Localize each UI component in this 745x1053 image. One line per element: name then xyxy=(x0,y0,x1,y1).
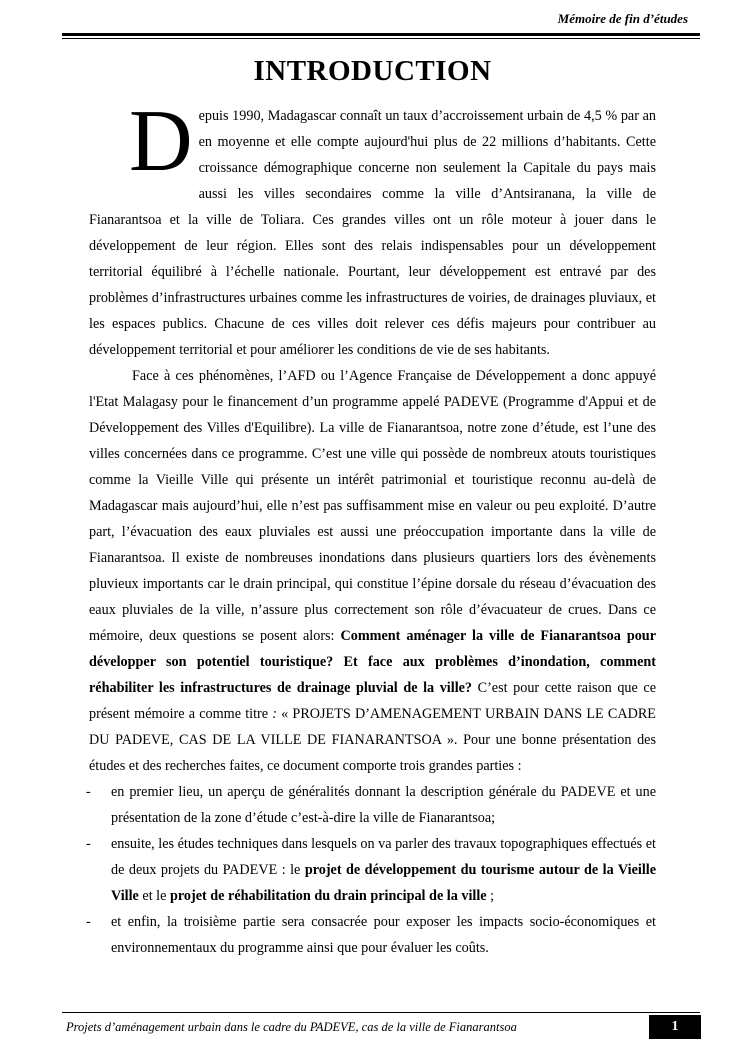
list-item xyxy=(86,909,656,961)
project-drain: projet de réhabilitation du drain principal de la ville xyxy=(169,888,487,904)
list-bullet: - xyxy=(86,784,91,800)
header-rule-thin xyxy=(62,38,700,39)
research-questions: Comment aménager la ville de Fianarantsoa pour développer son potentiel touristique? Et face aux problèmes d’inondation, comment réhabiliter les infrastructures de drainage pluvial de la ville? xyxy=(89,628,656,696)
list-item-text: et le xyxy=(138,888,170,904)
list-item-text: et enfin, la troisième partie sera consacrée pour exposer les impacts socio-économiques et environnementaux du programme ainsi que pour évaluer les coûts. xyxy=(111,914,656,956)
project-tourism: projet de développement du tourisme autour de la Vieille Ville xyxy=(111,862,656,904)
running-footer: Projets d’aménagement urbain dans le cadre du PADEVE, cas de la ville de Fianarantsoa xyxy=(66,1020,517,1034)
header-rule-thick xyxy=(62,33,700,36)
list-item-text: ; xyxy=(486,888,495,904)
paragraph-2 xyxy=(89,363,656,779)
page-number: 1 xyxy=(649,1015,701,1039)
list-item-text: ensuite, les études techniques dans lesquels on va parler des travaux topographiques effectués et de deux projets du PADEVE : le xyxy=(111,836,656,878)
list-item-text: en premier lieu, un aperçu de généralités donnant la description générale du PADEVE et une présentation de la zone d’étude c’est-à-dire la ville de Fianarantsoa; xyxy=(111,784,656,826)
parts-list xyxy=(86,779,656,961)
paragraph-2-colon: : xyxy=(272,706,277,722)
paragraph-1-text: epuis 1990, Madagascar connaît un taux d’accroissement urbain de 4,5 % par an en moyenne et elle compte aujourd'hui plus de 22 millions d’habitants. Cette croissance démographique concerne non seulement la Capitale du pays mais aussi les villes secondaires comme la ville d’Antsiranana, la ville de Fianarantsoa et la ville de Toliara. Ces grandes villes ont un rôle moteur à jouer dans le développement de leur région. Elles sont des relais indispensables pour un développement territorial équilibré à l’échelle nationale. Pourtant, leur développement est entravé par des problèmes d’infrastructures urbaines comme les infrastructures de voiries, de drainages pluviaux, et les espaces publics. Chacune de ces villes doit relever ces défis majeurs pour contribuer au développement territorial et pour améliorer les conditions de vie de ses habitants. xyxy=(89,108,656,358)
list-bullet: - xyxy=(86,836,91,852)
drop-cap: D xyxy=(129,93,193,190)
list-item xyxy=(86,831,656,909)
footer-rule xyxy=(62,1012,700,1013)
paragraph-2-text: Face à ces phénomènes, l’AFD ou l’Agence Française de Développement a donc appuyé l'Etat Malagasy pour le financement d’un programme appelé PADEVE (Programme d'Appui et de Développement des Villes d'Equilibre). La ville de Fianarantsoa, notre zone d’étude, est l’une des villes concernées dans ce programme. C’est une ville qui possède de nombreux atouts touristiques comme la Vieille Ville qui présente un intérêt patrimonial et touristique reconnu au-delà de Madagascar mais aujourd’hui, elle n’est pas suffisamment mise en valeur ou peu exploité. D’autre part, l’évacuation des eaux pluviales est aussi une préoccupation importante dans la ville de Fianarantsoa. Il existe de nombreuses inondations dans plusieurs quartiers lors des évènements pluvieux importants car le drain principal, qui constitue l’épine dorsale du réseau d’évacuation des eaux pluviales de la ville, n’assure plus correctement son rôle d’évacuateur de crues. Dans ce mémoire, deux questions se posent alors: xyxy=(89,368,656,644)
body-text xyxy=(86,93,656,961)
running-header: Mémoire de fin d’études xyxy=(557,11,688,26)
paragraph-2-end: « PROJETS D’AMENAGEMENT URBAIN DANS LE CADRE DU PADEVE, CAS DE LA VILLE DE FIANARANTSOA ». Pour une bonne présentation des études et des recherches faites, ce document comporte trois grandes parties : xyxy=(89,706,656,774)
page-title: INTRODUCTION xyxy=(253,55,492,87)
list-item xyxy=(86,779,656,831)
paragraph-1 xyxy=(89,93,656,363)
paragraph-2-title-intro: C’est pour cette raison que ce présent mémoire a comme titre xyxy=(89,680,656,722)
list-bullet: - xyxy=(86,914,91,930)
